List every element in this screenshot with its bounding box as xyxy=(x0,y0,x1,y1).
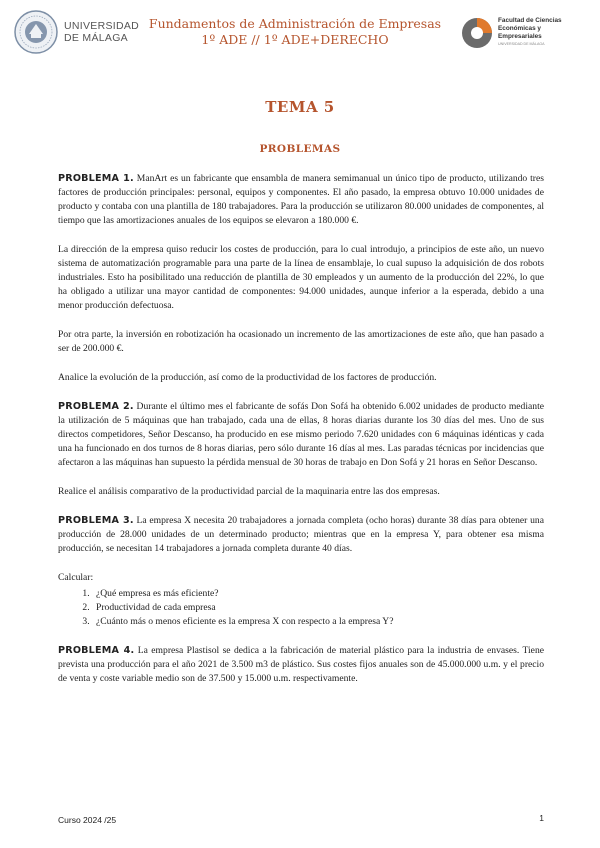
university-seal-icon xyxy=(14,10,58,54)
problem-2-text: Durante el último mes el fabricante de sofás Don Sofá ha obtenido 6.002 unidades de producto mediante la utilización de 5 máquinas que han trabajado, cada una de ellas, 8 horas diarias durante los 30 días del mes. Uno de sus directos competidores, Señor Descanso, ha producido en ese mismo periodo 7.620 unidades con 6 máquinas idénticas y cada una ha funcionado en dos turnos de 8 horas diarias, pero sólo durante 16 días al mes. Las paradas técnicas por incidencias que afectaron a las máquinas han supuesto la pérdida mensual de 30 horas de trabajo en Don Sofá y 21 horas en Señor Descanso. xyxy=(58,401,544,468)
problem-3-text: La empresa X necesita 20 trabajadores a jornada completa (ocho horas) durante 38 días para obtener una producción de 28.000 unidades de un determinado producto; mientras que en la empresa Y, para obtener esa misma producción, se necesitan 14 trabajadores a jornada completa durante 40 días. xyxy=(58,515,544,554)
problem-2-statement xyxy=(58,400,544,470)
problem-4-statement xyxy=(58,644,544,686)
faculty-logo xyxy=(460,16,586,50)
university-logo xyxy=(14,10,139,54)
section-heading: PROBLEMAS xyxy=(259,143,341,155)
faculty-subtitle: UNIVERSIDAD DE MÁLAGA xyxy=(498,42,545,47)
footer-course-year: Curso 2024 /25 xyxy=(58,815,117,825)
problem-3-calc-label: Calcular: xyxy=(58,572,94,583)
document-body xyxy=(58,172,544,701)
faculty-name-line1: Facultad de Ciencias xyxy=(498,17,562,25)
course-title-line1: Fundamentos de Administración de Empresas xyxy=(148,16,442,31)
problem-1-label: PROBLEMA 1. xyxy=(58,173,134,184)
page-header xyxy=(14,10,586,60)
list-item: 3. ¿Cuánto más o menos eficiente es la empresa X con respecto a la empresa Y? xyxy=(92,615,544,629)
problem-3-statement xyxy=(58,514,544,556)
problem-1-paragraph-2: La dirección de la empresa quiso reducir los costes de producción, para lo cual introdujo, a principios de este año, un nuevo sistema de automatización programable para una parte de la línea de ensamblaje, lo cual supuso la adquisición de dos robots industriales. Esto ha posibilitado una reducción de plantilla de 30 empleados y un aumento de la producción del 22%, lo que ha obligado a utilizar una mayor cantidad de componentes: 94.000 unidades, aunque inferior a la esperada, debido a una menor producción defectuosa. xyxy=(58,244,544,311)
problem-2-question: Realice el análisis comparativo de la productividad parcial de la maquinaria entre las dos empresas. xyxy=(58,486,440,497)
university-name-line1: UNIVERSIDAD xyxy=(64,20,140,32)
problem-3-list xyxy=(58,587,544,629)
problem-1-question: Analice la evolución de la producción, así como de la productividad de los factores de producción. xyxy=(58,372,437,383)
problem-4-text: La empresa Plastisol se dedica a la fabricación de material plástico para la industria de envases. Tiene prevista una producción para el año 2021 de 3.500 m3 de plástico. Sus costes fijos anuales son de 45.000.000 u.m. y el precio de venta y coste variable medio son de 37.500 y 15.000 u.m. respectivamente. xyxy=(58,645,545,684)
page-number: 1 xyxy=(539,813,544,823)
problem-4-label: PROBLEMA 4. xyxy=(58,645,135,656)
problem-1-text: ManArt es un fabricante que ensambla de manera semimanual un único tipo de producto, utilizando tres factores de producción principales: personal, equipos y componentes. El año pasado, la empresa obtuvo 10.000 unidades de producto y contaba con una plantilla de 180 trabajadores. Para la producción se utilizaron 80.000 unidades de componentes, al tiempo que las amortizaciones anuales de los equipos se elevaron a 180.000 €. xyxy=(58,173,544,226)
problem-1-statement xyxy=(58,172,544,228)
university-name-line2: DE MÁLAGA xyxy=(64,32,128,44)
document-title: TEMA 5 xyxy=(265,98,335,116)
faculty-name-line2: Económicas y Empresariales xyxy=(498,24,542,40)
list-item: 2. Productividad de cada empresa xyxy=(92,601,544,615)
problem-3-label: PROBLEMA 3. xyxy=(58,515,134,526)
course-title-line2: 1º ADE // 1º ADE+DERECHO xyxy=(201,32,389,47)
problem-2-label: PROBLEMA 2. xyxy=(58,401,134,412)
list-item: 1. ¿Qué empresa es más eficiente? xyxy=(92,587,544,601)
problem-1-paragraph-3: Por otra parte, la inversión en robotización ha ocasionado un incremento de las amortizaciones de este año, que han pasado a ser de 200.000 €. xyxy=(58,329,544,354)
course-title xyxy=(134,16,456,48)
faculty-emblem-icon xyxy=(460,16,494,50)
